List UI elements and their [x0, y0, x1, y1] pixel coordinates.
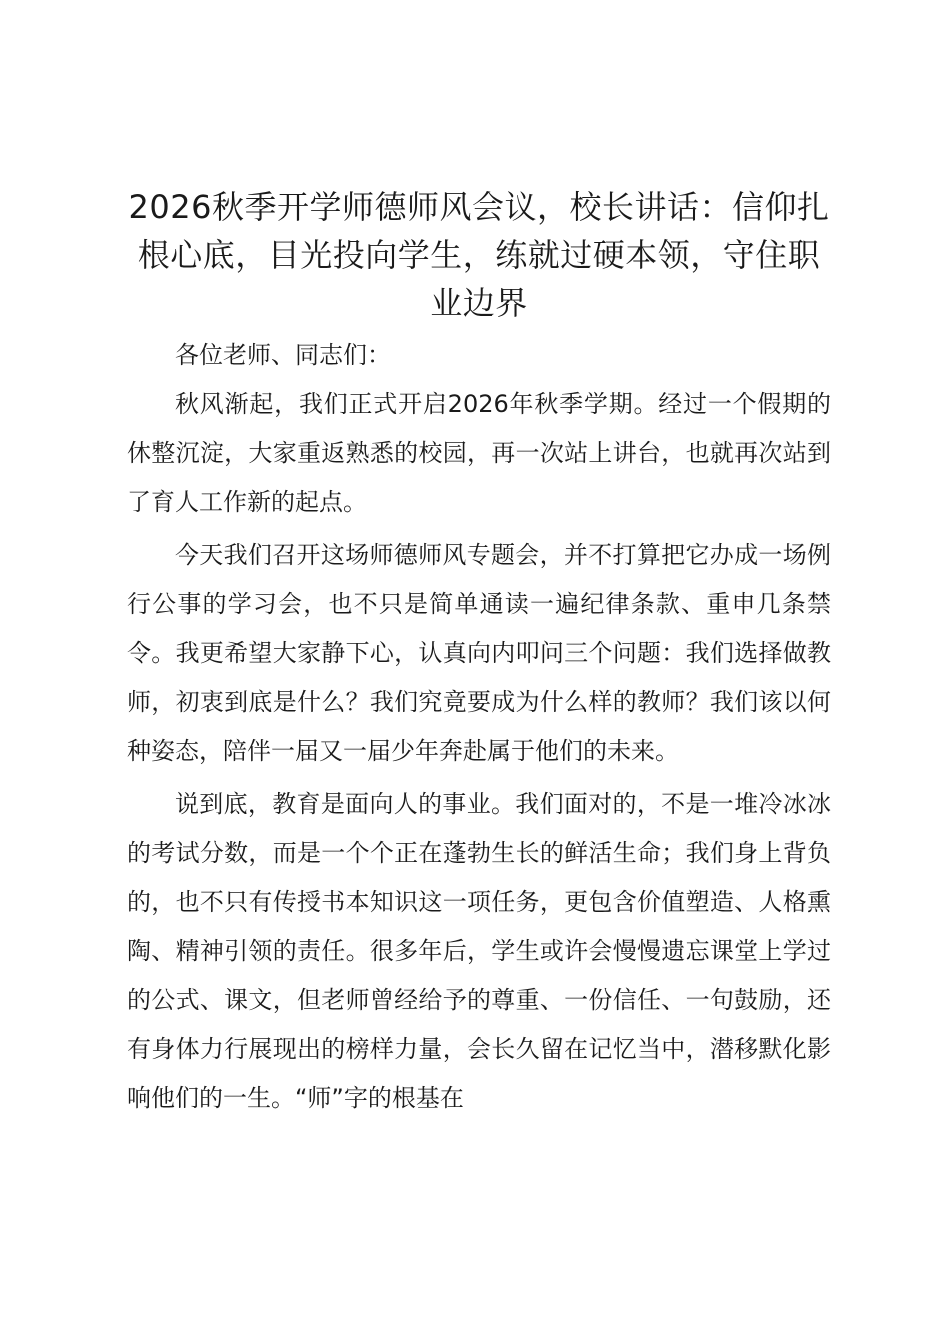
paragraph-1: 秋风渐起，我们正式开启2026年秋季学期。经过一个假期的休整沉淀，大家重返熟悉的校园，再一次站上讲台，也就再次站到了育人工作新的起点。	[127, 390, 831, 516]
document-page	[127, 183, 831, 1123]
salutation: 各位老师、同志们：	[175, 341, 391, 369]
document-title: 2026秋季开学师德师风会议，校长讲话：信仰扎根心底，目光投向学生，练就过硬本领，守住职业边界	[128, 188, 830, 322]
paragraph-2: 今天我们召开这场师德师风专题会，并不打算把它办成一场例行公事的学习会，也不只是简单通读一遍纪律条款、重申几条禁令。我更希望大家静下心，认真向内叩问三个问题：我们选择做教师，初衷到底是什么？我们究竟要成为什么样的教师？我们该以何种姿态，陪伴一届又一届少年奔赴属于他们的未来。	[127, 541, 831, 765]
paragraph-3: 说到底，教育是面向人的事业。我们面对的，不是一堆冷冰冰的考试分数，而是一个个正在蓬勃生长的鲜活生命；我们身上背负的，也不只有传授书本知识这一项任务，更包含价值塑造、人格熏陶、精神引领的责任。很多年后，学生或许会慢慢遗忘课堂上学过的公式、课文，但老师曾经给予的尊重、一份信任、一句鼓励，还有身体力行展现出的榜样力量，会长久留在记忆当中，潜移默化影响他们的一生。“师”字的根基在	[127, 790, 831, 1112]
